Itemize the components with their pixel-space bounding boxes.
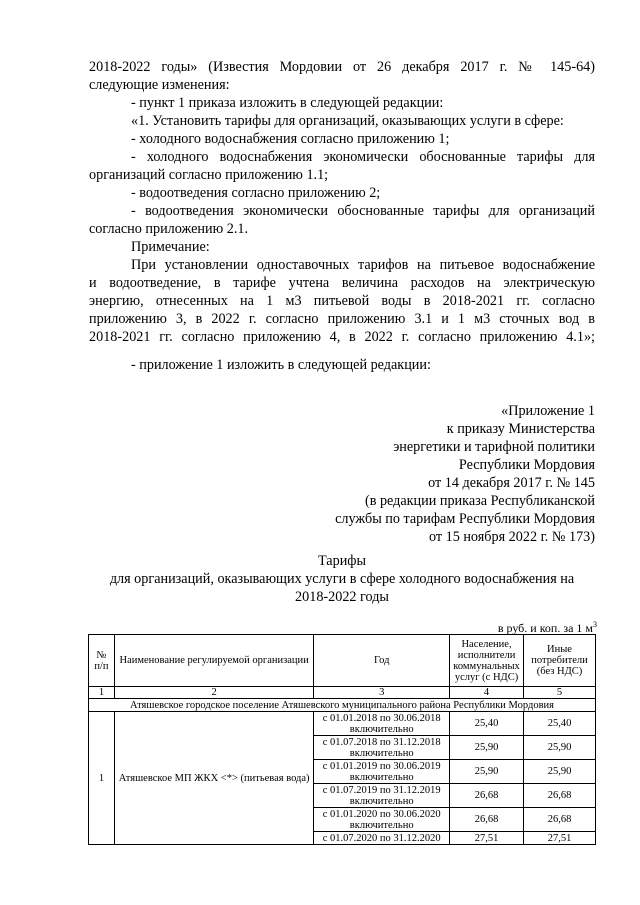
appendix-line-5: от 14 декабря 2017 г. № 145 (428, 475, 595, 491)
population-tariff: 25,90 (450, 760, 524, 784)
colnum-5: 5 (524, 687, 596, 699)
document-subtitle: для организаций, оказывающих услуги в сфере холодного водоснабжения на (109, 571, 575, 587)
appendix-line-6: (в редакции приказа Республиканской (364, 493, 595, 509)
colnum-1: 1 (89, 687, 115, 699)
body-line-5: - холодного водоснабжения согласно приложению 1; (131, 131, 450, 147)
org-name: Атяшевское МП ЖКХ <*> (питьевая вода) (114, 712, 313, 845)
header-num: № п/п (89, 635, 115, 687)
body-line-7: организаций согласно приложению 1.1; (89, 167, 329, 183)
appendix-line-8: от 15 ноября 2022 г. № 173) (428, 529, 595, 545)
table-row (89, 712, 596, 736)
body-line-2: следующие изменения: (89, 77, 230, 93)
other-tariff: 26,68 (524, 784, 596, 808)
other-tariff: 27,51 (524, 832, 596, 845)
body-line-17: - приложение 1 изложить в следующей редакции: (131, 357, 431, 373)
period-cell: с 01.01.2020 по 30.06.2020 включительно (314, 808, 450, 832)
body-line-1: 2018-2022 годы» (Известия Мордовии от 26 декабря 2017 г. № 145-64) (89, 59, 595, 75)
population-tariff: 25,90 (450, 736, 524, 760)
appendix-line-1: «Приложение 1 (501, 403, 595, 419)
other-tariff: 25,90 (524, 736, 596, 760)
body-line-15: приложению 3, в 2022 г. согласно приложению 3.1 и 1 м3 сточных вод в (89, 311, 595, 327)
appendix-line-2: к приказу Министерства (446, 421, 595, 437)
body-line-14: энергию, отнесенных на 1 м3 питьевой воды в 2018-2021 гг. согласно (89, 293, 595, 309)
other-tariff: 26,68 (524, 808, 596, 832)
colnum-2: 2 (114, 687, 313, 699)
population-tariff: 27,51 (450, 832, 524, 845)
header-other: Иные потребители (без НДС) (524, 635, 596, 687)
note-heading: Примечание: (131, 239, 210, 255)
body-line-12: При установлении одноставочных тарифов на питьевое водоснабжение (131, 257, 595, 273)
period-cell: с 01.07.2018 по 31.12.2018 включительно (314, 736, 450, 760)
org-number: 1 (89, 712, 115, 845)
body-line-4: «1. Установить тарифы для организаций, оказывающих услуги в сфере: (131, 113, 564, 129)
period-cell: с 01.01.2019 по 30.06.2019 включительно (314, 760, 450, 784)
period-cell: с 01.07.2019 по 31.12.2019 включительно (314, 784, 450, 808)
document-subtitle-years: 2018-2022 годы (295, 589, 389, 605)
body-line-10: согласно приложению 2.1. (89, 221, 249, 237)
colnum-4: 4 (450, 687, 524, 699)
body-line-9: - водоотведения экономически обоснованные тарифы для организаций (131, 203, 595, 219)
units-label: в руб. и коп. за 1 $м^3$ (497, 620, 597, 635)
appendix-line-4: Республики Мордовия (458, 457, 595, 473)
table-header-row (89, 635, 596, 687)
body-line-8: - водоотведения согласно приложению 2; (131, 185, 381, 201)
other-tariff: 25,40 (524, 712, 596, 736)
population-tariff: 26,68 (450, 784, 524, 808)
body-line-3: - пункт 1 приказа изложить в следующей редакции: (131, 95, 444, 111)
colnum-3: 3 (314, 687, 450, 699)
document-title: Тарифы (317, 553, 367, 569)
header-population: Население, исполнители коммунальных услуг (с НДС) (450, 635, 524, 687)
appendix-line-3: энергетики и тарифной политики (393, 439, 595, 455)
other-tariff: 25,90 (524, 760, 596, 784)
appendix-line-7: службы по тарифам Республики Мордовия (335, 511, 595, 527)
body-line-16: 2018-2021 гг. согласно приложению 4, в 2022 г. согласно приложению 4.1»; (89, 329, 595, 345)
period-cell: с 01.01.2018 по 30.06.2018 включительно (314, 712, 450, 736)
population-tariff: 26,68 (450, 808, 524, 832)
body-line-6: - холодного водоснабжения экономически обоснованные тарифы для (131, 149, 595, 165)
population-tariff: 25,40 (450, 712, 524, 736)
header-year: Год (314, 635, 450, 687)
header-org-name: Наименование регулируемой организации (114, 635, 313, 687)
column-number-row (89, 687, 596, 699)
section-title: Атяшевское городское поселение Атяшевского муниципального района Республики Мордовия (89, 699, 596, 712)
tariff-table (88, 634, 596, 845)
section-row (89, 699, 596, 712)
period-cell: с 01.07.2020 по 31.12.2020 (314, 832, 450, 845)
body-line-13: и водоотведение, в тарифе учтена величина расходов на электрическую (89, 275, 595, 291)
